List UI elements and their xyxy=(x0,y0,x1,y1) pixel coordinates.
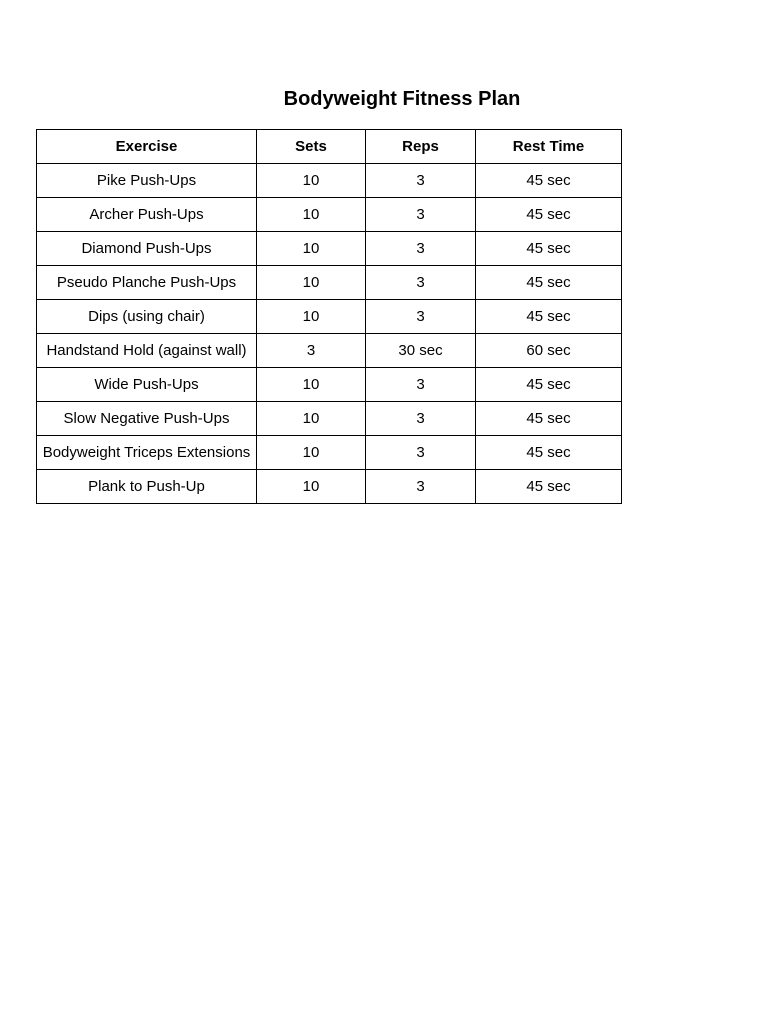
cell-sets: 10 xyxy=(257,368,366,402)
cell-reps: 3 xyxy=(366,368,476,402)
cell-rest-time: 45 sec xyxy=(476,164,622,198)
table-row xyxy=(37,164,622,198)
cell-rest-time: 45 sec xyxy=(476,232,622,266)
cell-reps: 3 xyxy=(366,300,476,334)
cell-exercise: Dips (using chair) xyxy=(37,300,257,334)
cell-rest-time: 45 sec xyxy=(476,402,622,436)
cell-sets: 10 xyxy=(257,436,366,470)
cell-reps: 3 xyxy=(366,164,476,198)
cell-rest-time: 45 sec xyxy=(476,470,622,504)
cell-reps: 3 xyxy=(366,198,476,232)
page-title: Bodyweight Fitness Plan xyxy=(283,88,521,110)
cell-exercise: Archer Push-Ups xyxy=(37,198,257,232)
cell-exercise: Handstand Hold (against wall) xyxy=(37,334,257,368)
cell-rest-time: 45 sec xyxy=(476,368,622,402)
cell-sets: 3 xyxy=(257,334,366,368)
table-row xyxy=(37,266,622,300)
cell-sets: 10 xyxy=(257,470,366,504)
cell-sets: 10 xyxy=(257,232,366,266)
cell-rest-time: 45 sec xyxy=(476,266,622,300)
cell-reps: 3 xyxy=(366,232,476,266)
header-rest-time: Rest Time xyxy=(476,130,622,164)
fitness-plan-table xyxy=(36,129,622,504)
header-reps: Reps xyxy=(366,130,476,164)
table-row xyxy=(37,436,622,470)
table-row xyxy=(37,300,622,334)
table-row xyxy=(37,368,622,402)
table-header-row xyxy=(37,130,622,164)
header-sets: Sets xyxy=(257,130,366,164)
table-row xyxy=(37,470,622,504)
cell-reps: 30 sec xyxy=(366,334,476,368)
cell-exercise: Wide Push-Ups xyxy=(37,368,257,402)
table-row xyxy=(37,334,622,368)
cell-sets: 10 xyxy=(257,266,366,300)
cell-reps: 3 xyxy=(366,266,476,300)
cell-exercise: Slow Negative Push-Ups xyxy=(37,402,257,436)
table-row xyxy=(37,402,622,436)
cell-sets: 10 xyxy=(257,402,366,436)
table-row xyxy=(37,232,622,266)
cell-rest-time: 60 sec xyxy=(476,334,622,368)
cell-reps: 3 xyxy=(366,470,476,504)
cell-reps: 3 xyxy=(366,402,476,436)
cell-exercise: Pseudo Planche Push-Ups xyxy=(37,266,257,300)
cell-rest-time: 45 sec xyxy=(476,198,622,232)
cell-exercise: Diamond Push-Ups xyxy=(37,232,257,266)
cell-rest-time: 45 sec xyxy=(476,436,622,470)
cell-reps: 3 xyxy=(366,436,476,470)
cell-sets: 10 xyxy=(257,300,366,334)
cell-exercise: Pike Push-Ups xyxy=(37,164,257,198)
cell-rest-time: 45 sec xyxy=(476,300,622,334)
header-exercise: Exercise xyxy=(37,130,257,164)
cell-exercise: Plank to Push-Up xyxy=(37,470,257,504)
table-row xyxy=(37,198,622,232)
cell-sets: 10 xyxy=(257,164,366,198)
cell-sets: 10 xyxy=(257,198,366,232)
cell-exercise: Bodyweight Triceps Extensions xyxy=(37,436,257,470)
